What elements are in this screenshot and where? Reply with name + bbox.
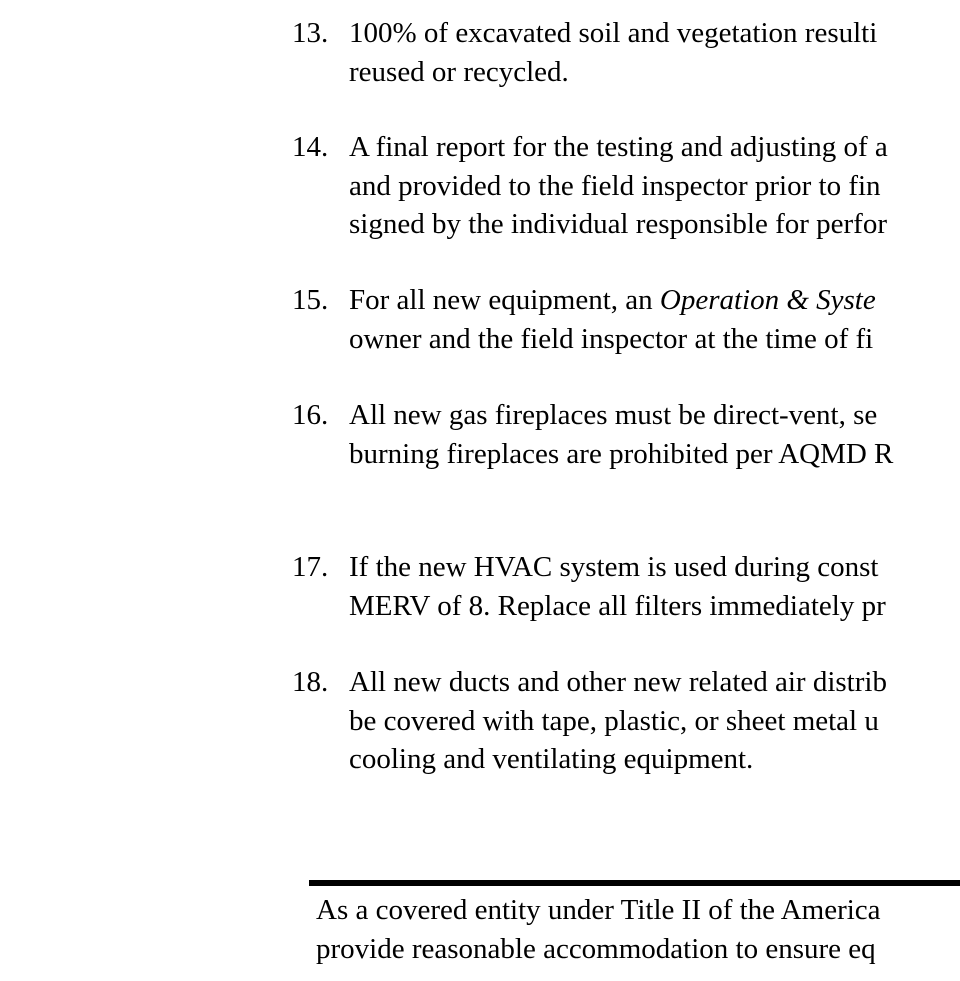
ada-notice	[316, 891, 960, 968]
manual-title-italic: Operation & Syste	[659, 284, 876, 316]
notice-line: provide reasonable accommodation to ensure eq	[316, 932, 876, 965]
item-line	[349, 281, 960, 320]
item-text	[349, 128, 960, 244]
list-item-17	[292, 548, 960, 625]
item-line: reused or recycled.	[349, 55, 569, 88]
item-line-prefix: For all new equipment, an	[349, 284, 660, 316]
item-number: 15.	[292, 284, 329, 316]
item-line: All new gas fireplaces must be direct-vent, se	[349, 399, 878, 431]
item-line: burning fireplaces are prohibited per AQMD R	[349, 437, 894, 470]
item-text	[349, 14, 960, 91]
item-line: and provided to the field inspector prior to fin	[349, 169, 881, 202]
item-text	[349, 548, 960, 625]
item-line: signed by the individual responsible for perfor	[349, 208, 887, 240]
list-item-15	[292, 281, 960, 358]
item-number: 17.	[292, 551, 329, 583]
item-line: All new ducts and other new related air distrib	[349, 666, 887, 698]
list-item-16	[292, 396, 960, 473]
item-text	[349, 663, 960, 779]
item-line: If the new HVAC system is used during const	[349, 551, 879, 583]
item-line: cooling and ventilating equipment.	[349, 743, 754, 775]
item-line: 100% of excavated soil and vegetation resulti	[349, 17, 878, 49]
item-line: A final report for the testing and adjusting of a	[349, 131, 888, 163]
list-item-13	[292, 14, 960, 91]
item-number: 14.	[292, 131, 329, 163]
section-divider	[309, 880, 960, 886]
item-text	[349, 281, 960, 358]
list-item-18	[292, 663, 960, 779]
item-number: 16.	[292, 399, 329, 431]
item-number: 13.	[292, 17, 329, 49]
item-line: owner and the field inspector at the time of fi	[349, 322, 874, 355]
notice-line: As a covered entity under Title II of the America	[316, 894, 881, 926]
list-item-14	[292, 128, 960, 244]
item-line: MERV of 8. Replace all filters immediately pr	[349, 589, 886, 622]
item-number: 18.	[292, 666, 329, 698]
item-line: be covered with tape, plastic, or sheet metal u	[349, 704, 879, 737]
item-text	[349, 396, 960, 473]
